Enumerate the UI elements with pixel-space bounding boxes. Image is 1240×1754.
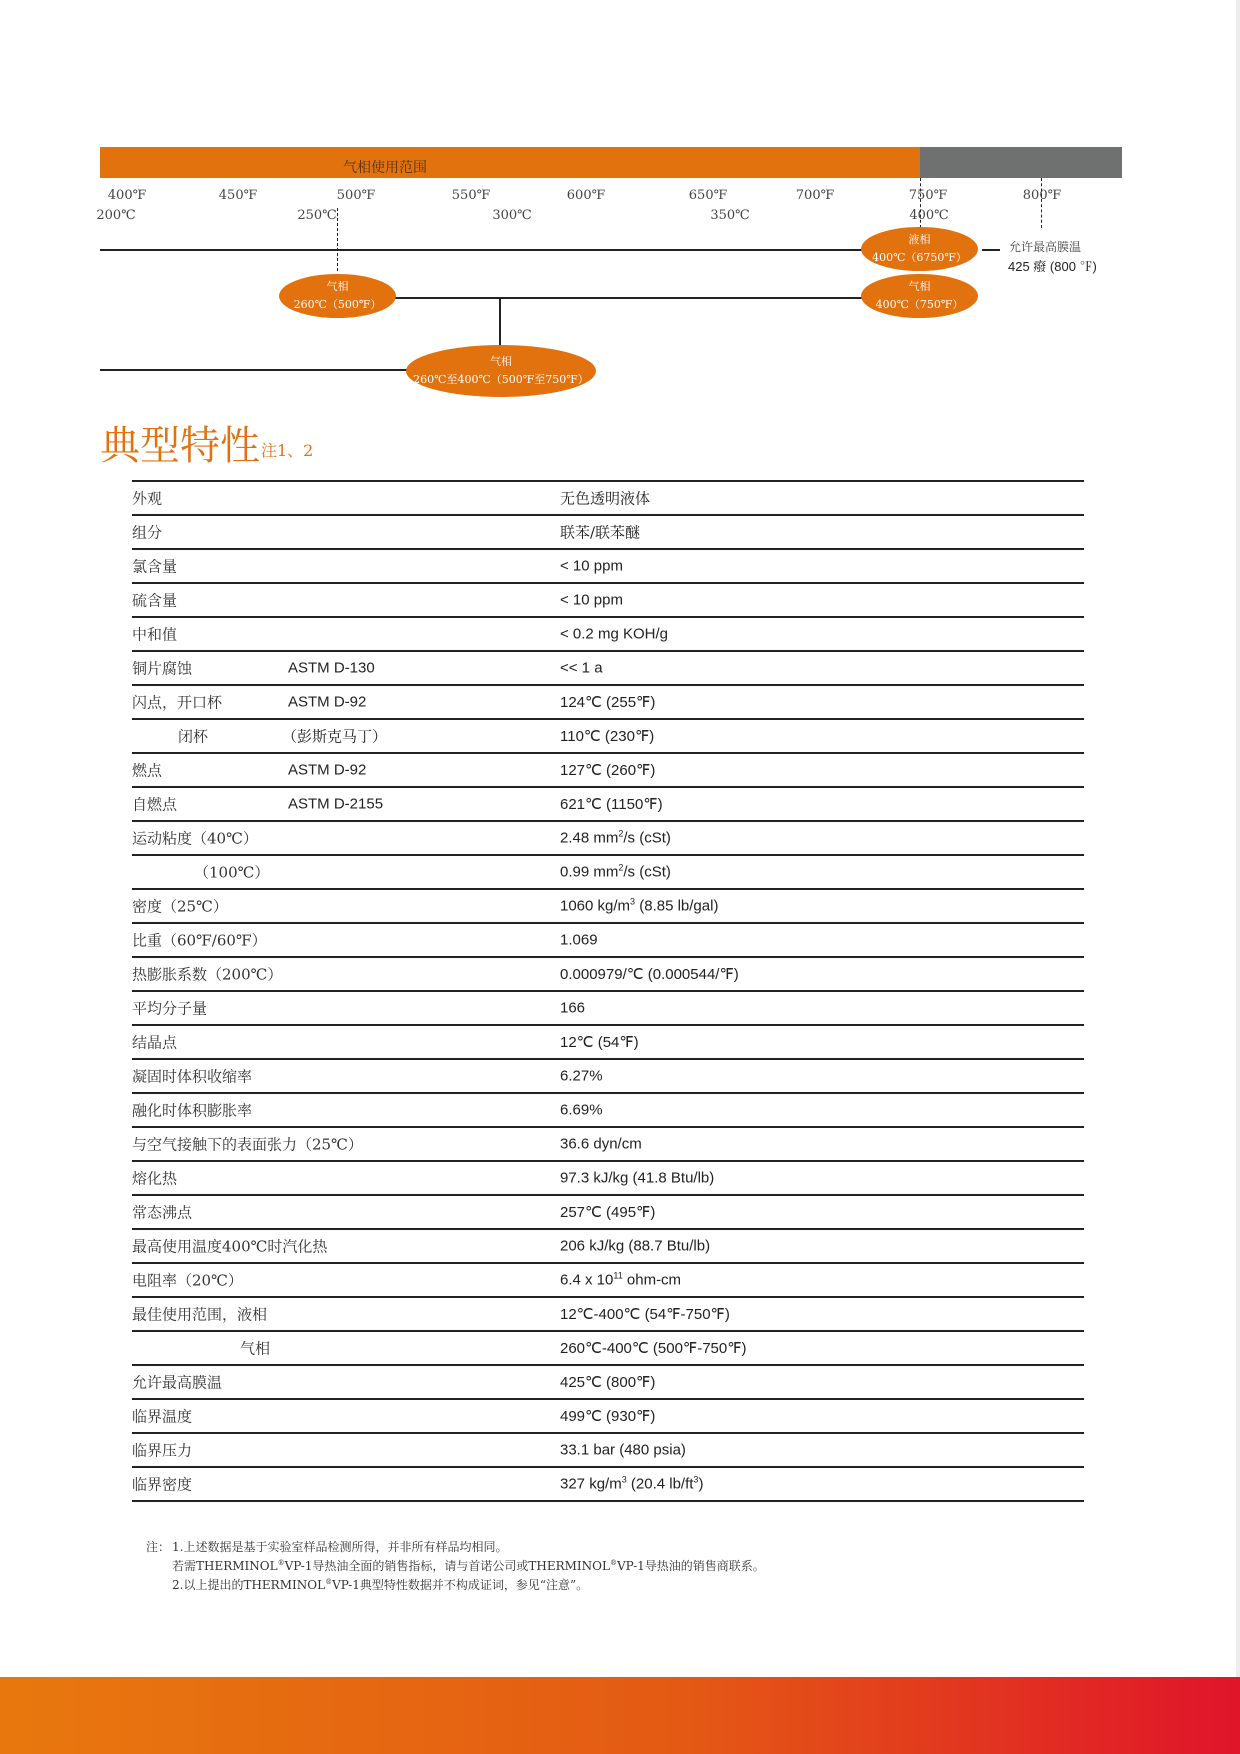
bubble-title: 气相 — [490, 355, 512, 368]
property-name: 凝固时体积收缩率 — [132, 1067, 253, 1086]
test-method: ASTM D-130 — [288, 659, 375, 677]
test-method: ASTM D-2155 — [288, 795, 384, 813]
vapor-min-bubble — [279, 274, 396, 318]
dashed-guide-500f — [337, 208, 338, 271]
registered-mark: ® — [325, 1578, 333, 1586]
table-row — [132, 618, 1084, 652]
film-temp-label: 允许最高膜温 — [1009, 240, 1082, 254]
property-name: 常态沸点 — [132, 1203, 193, 1222]
bubble-range: 260℃至400℃（500℉至750℉） — [413, 373, 589, 386]
property-name: 自燃点 — [132, 795, 178, 814]
property-name: 电阻率（20℃） — [132, 1271, 243, 1290]
bottom-color-band — [0, 1677, 1240, 1754]
table-row — [132, 1332, 1084, 1366]
test-method: （彭斯克马丁） — [282, 727, 388, 746]
property-name: 融化时体积膨胀率 — [132, 1101, 253, 1120]
liquid-range-line — [100, 249, 862, 251]
table-row — [132, 822, 1084, 856]
property-name: 运动粘度（40℃） — [132, 829, 258, 848]
vapor-range-line — [394, 297, 866, 299]
footnote-text: 2.以上提出的THERMINOL — [172, 1578, 326, 1592]
property-value: 1.069 — [560, 931, 598, 949]
table-row — [132, 1060, 1084, 1094]
property-value: 166 — [560, 999, 586, 1017]
property-name: 最佳使用范围，液相 — [132, 1305, 268, 1324]
property-value — [560, 898, 718, 915]
tick-celsius: 200℃ — [96, 208, 136, 223]
liquid-max-bubble — [861, 227, 978, 271]
registered-mark: ® — [277, 1559, 285, 1567]
tick-fahrenheit: 400℉ — [107, 188, 147, 203]
property-value: 33.1 bar (480 psia) — [560, 1441, 686, 1459]
table-row — [132, 1264, 1084, 1298]
film-temp-connector — [982, 249, 1000, 251]
table-row — [132, 1468, 1084, 1502]
vapor-range-bar — [100, 147, 920, 178]
table-row — [132, 754, 1084, 788]
property-value: 6.69% — [560, 1101, 603, 1119]
tick-celsius: 350℃ — [710, 208, 750, 223]
dashed-guide-800f — [1041, 178, 1042, 228]
tick-fahrenheit: 550℉ — [451, 188, 491, 203]
table-row — [132, 1196, 1084, 1230]
property-name: 最高使用温度400℃时汽化热 — [132, 1237, 328, 1256]
bubble-title: 气相 — [908, 280, 931, 293]
property-value: 621℃ (1150℉) — [560, 796, 663, 813]
footnote-text: VP-1导热油全面的销售指标，请与首诺公司或THERMINOL — [284, 1559, 610, 1573]
property-value: 124℃ (255℉) — [560, 694, 656, 711]
property-value — [560, 1476, 703, 1493]
value-unit: (8.85 lb/gal) — [635, 897, 719, 915]
property-value: 联苯/联苯醚 — [560, 523, 641, 542]
table-row — [132, 890, 1084, 924]
property-name: 临界温度 — [132, 1407, 193, 1426]
bubble-range: 400℃（750℉） — [875, 298, 964, 311]
footnote-label: 注： — [146, 1540, 171, 1554]
footnote-text: VP-1典型特性数据并不构成证词，参见“注意”。 — [332, 1578, 589, 1592]
value-superscript: 3 — [621, 1474, 627, 1485]
footnote-text: 若需THERMINOL — [172, 1559, 278, 1573]
property-name: 闪点，开口杯 — [132, 693, 223, 712]
property-name: 结晶点 — [132, 1033, 178, 1052]
test-method: ASTM D-92 — [288, 761, 367, 779]
property-value: 257℃ (495℉) — [560, 1204, 656, 1221]
table-row — [132, 1162, 1084, 1196]
property-value: 110℃ (230℉) — [560, 728, 655, 745]
tick-fahrenheit: 600℉ — [566, 188, 606, 203]
properties-table — [132, 480, 1084, 1502]
value-superscript: 3 — [630, 896, 636, 907]
value-unit: ) — [698, 1475, 704, 1493]
footnote-line — [146, 1557, 765, 1576]
tick-fahrenheit: 700℉ — [795, 188, 835, 203]
table-row — [132, 1128, 1084, 1162]
value-unit: ohm-cm — [622, 1271, 682, 1289]
tick-fahrenheit: 450℉ — [218, 188, 258, 203]
property-value: 无色透明液体 — [560, 489, 651, 508]
table-row — [132, 1400, 1084, 1434]
table-row — [132, 958, 1084, 992]
table-row — [132, 788, 1084, 822]
tick-celsius: 250℃ — [297, 208, 337, 223]
property-value — [560, 1272, 681, 1289]
bubble-range: 260℃（500℉） — [293, 298, 382, 311]
table-row — [132, 652, 1084, 686]
property-value: 127℃ (260℉) — [560, 762, 656, 779]
property-name: 热膨胀系数（200℃） — [132, 965, 283, 984]
vapor-max-bubble — [861, 274, 978, 318]
film-temp-note — [1008, 238, 1097, 276]
property-name: 熔化热 — [132, 1169, 178, 1188]
footnote-line — [146, 1576, 765, 1595]
property-value — [560, 864, 671, 881]
value-superscript: 2 — [618, 862, 624, 873]
property-name: 燃点 — [132, 761, 163, 780]
table-row — [132, 482, 1084, 516]
vapor-range-label: 气相使用范围 — [343, 160, 427, 176]
registered-mark: ® — [609, 1559, 617, 1567]
tick-fahrenheit: 750℉ — [908, 188, 948, 203]
value-superscript: 3 — [693, 1474, 699, 1485]
value-text: 2.48 mm — [560, 829, 619, 847]
property-value: 425℃ (800℉) — [560, 1374, 656, 1391]
property-value: 499℃ (930℉) — [560, 1408, 656, 1425]
table-row — [132, 924, 1084, 958]
property-value: 0.000979/℃ (0.000544/℉) — [560, 966, 739, 983]
table-row — [132, 1230, 1084, 1264]
property-name: 临界密度 — [132, 1475, 193, 1494]
vapor-range-bubble — [406, 345, 596, 397]
property-name: 外观 — [132, 489, 163, 508]
value-superscript: 2 — [618, 828, 624, 839]
table-row — [132, 1298, 1084, 1332]
property-name: 闭杯 — [178, 727, 209, 746]
value-superscript: 11 — [613, 1270, 623, 1281]
tick-fahrenheit: 650℉ — [688, 188, 728, 203]
property-name: 临界压力 — [132, 1441, 193, 1460]
dashed-guide-750f — [920, 178, 921, 228]
property-name: 硫含量 — [132, 591, 178, 610]
value-text: 327 kg/m — [560, 1475, 622, 1493]
vapor-range-stem — [499, 297, 501, 345]
footnote-text: VP-1导热油的销售商联系。 — [616, 1559, 765, 1573]
table-row — [132, 720, 1084, 754]
property-name: 密度（25℃） — [132, 897, 228, 916]
tick-fahrenheit: 800℉ — [1022, 188, 1062, 203]
tick-fahrenheit: 500℉ — [336, 188, 376, 203]
property-name: 平均分子量 — [132, 999, 208, 1018]
table-row — [132, 686, 1084, 720]
page-edge-shadow — [1236, 0, 1240, 1677]
property-value — [560, 830, 671, 847]
property-value: 206 kJ/kg (88.7 Btu/lb) — [560, 1237, 711, 1255]
tick-celsius: 400℃ — [909, 208, 949, 223]
property-name: 铜片腐蚀 — [132, 659, 193, 678]
property-name: （100℃） — [194, 863, 270, 882]
property-name: 组分 — [132, 523, 163, 542]
property-value: < 0.2 mg KOH/g — [560, 625, 668, 643]
table-row — [132, 1094, 1084, 1128]
table-row — [132, 584, 1084, 618]
property-value: < 10 ppm — [560, 557, 623, 575]
property-value: 97.3 kJ/kg (41.8 Btu/lb) — [560, 1169, 715, 1187]
property-name: 气相 — [240, 1339, 271, 1358]
test-method: ASTM D-92 — [288, 693, 367, 711]
footnotes — [146, 1538, 765, 1595]
table-row — [132, 856, 1084, 890]
property-value: << 1 a — [560, 659, 603, 677]
section-title: 典型特性 — [100, 423, 260, 469]
tick-celsius: 300℃ — [492, 208, 532, 223]
vapor-base-line — [100, 369, 408, 371]
bubble-title: 气相 — [326, 280, 349, 293]
property-name: 与空气接触下的表面张力（25℃） — [132, 1135, 363, 1154]
property-value: 12℃-400℃ (54℉-750℉) — [560, 1306, 730, 1323]
property-value: 12℃ (54℉) — [560, 1034, 639, 1051]
value-unit: /s (cSt) — [623, 863, 671, 881]
value-text: 6.4 x 10 — [560, 1271, 614, 1289]
value-text: 1060 kg/m — [560, 897, 631, 915]
table-row — [132, 550, 1084, 584]
property-name: 比重（60℉/60℉） — [132, 931, 267, 950]
table-row — [132, 1026, 1084, 1060]
property-value: < 10 ppm — [560, 591, 623, 609]
property-name: 允许最高膜温 — [132, 1373, 223, 1392]
property-value: 36.6 dyn/cm — [560, 1135, 642, 1153]
value-unit: /s (cSt) — [623, 829, 671, 847]
value-text: 0.99 mm — [560, 863, 619, 881]
property-name: 氯含量 — [132, 557, 178, 576]
bubble-range: 400℃（6750℉） — [872, 251, 967, 264]
footnote-line: 1.上述数据是基于实验室样品检测所得，并非所有样品均相同。 — [172, 1540, 508, 1554]
property-value: 260℃-400℃ (500℉-750℉) — [560, 1340, 747, 1357]
property-name: 中和值 — [132, 625, 178, 644]
table-row — [132, 992, 1084, 1026]
section-note: 注1、2 — [261, 441, 314, 460]
table-row — [132, 516, 1084, 550]
property-value: 6.27% — [560, 1067, 603, 1085]
value-unit: (20.4 lb/ft — [626, 1475, 694, 1493]
film-temp-value: 425 癈 (800 ℉) — [1008, 259, 1097, 274]
bubble-title: 液相 — [908, 233, 931, 246]
table-row — [132, 1366, 1084, 1400]
table-row — [132, 1434, 1084, 1468]
over-limit-bar — [920, 147, 1122, 178]
